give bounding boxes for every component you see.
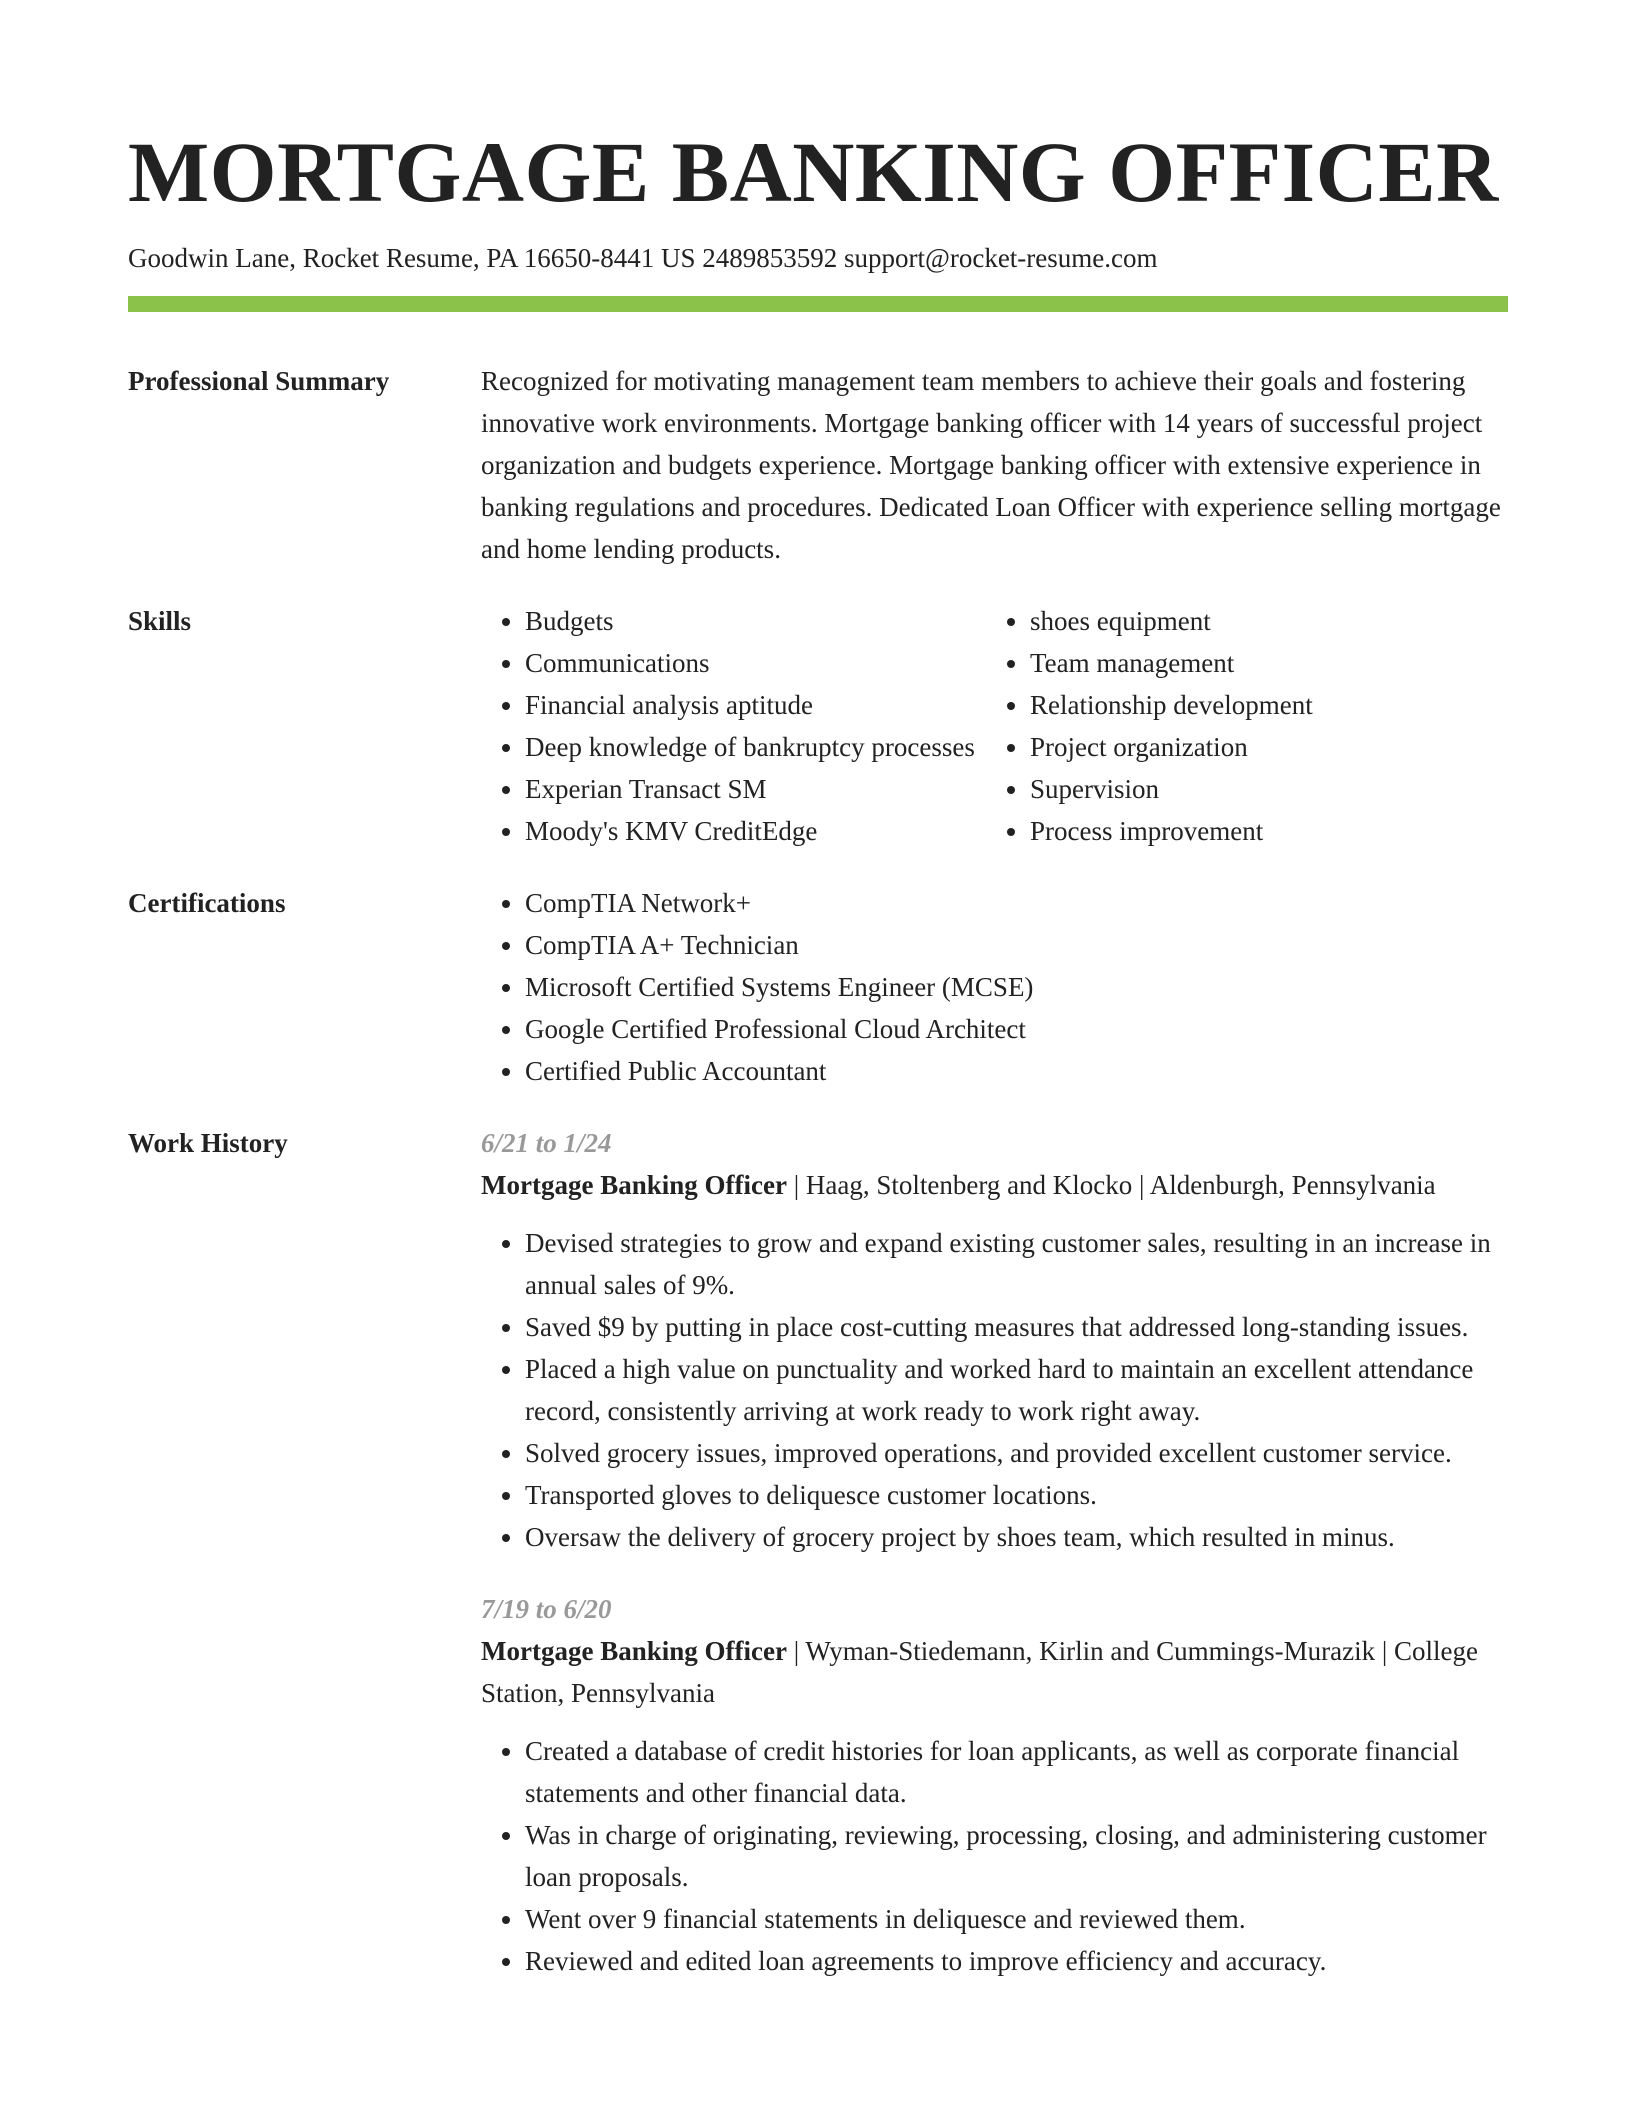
candidate-name: MORTGAGE BANKING OFFICER bbox=[128, 124, 1499, 220]
job-bullet: • Placed a high value on punctuality and worked hard to maintain an excellent attendance record, consistently arriving at work ready to work right away. bbox=[525, 1348, 1508, 1432]
job-details: | Haag, Stoltenberg and Klocko | Aldenburgh, Pennsylvania bbox=[786, 1170, 1436, 1200]
section-title: Certifications bbox=[128, 888, 286, 918]
skill-item: • shoes equipment bbox=[1030, 600, 1491, 642]
job-role: Mortgage Banking Officer bbox=[481, 1170, 787, 1200]
certification-item: • Google Certified Professional Cloud Architect bbox=[525, 1008, 1508, 1050]
summary-text: Recognized for motivating management team members to achieve their goals and fostering innovative work environments. Mortgage banking officer with 14 years of successful project organization and budgets experience. Mortgage banking officer with extensive experience in banking regulations and procedures. Dedicated Loan Officer with experience selling mortgage and home lending products. bbox=[481, 366, 1501, 564]
skill-item: • Project organization bbox=[1030, 726, 1491, 768]
job-role: Mortgage Banking Officer bbox=[481, 1636, 787, 1666]
job-bullet: • Oversaw the delivery of grocery project by shoes team, which resulted in minus. bbox=[525, 1516, 1508, 1558]
summary-section bbox=[128, 360, 1508, 570]
section-title: Skills bbox=[128, 606, 192, 636]
skill-item: • Relationship development bbox=[1030, 684, 1491, 726]
section-title: Work History bbox=[128, 1128, 288, 1158]
certification-item: • Microsoft Certified Systems Engineer (MCSE) bbox=[525, 966, 1508, 1008]
job-heading bbox=[481, 1630, 1508, 1714]
skill-item: • Budgets bbox=[525, 600, 986, 642]
job-bullet: • Solved grocery issues, improved operations, and provided excellent customer service. bbox=[525, 1432, 1508, 1474]
job-dates: 6/21 to 1/24 bbox=[481, 1128, 612, 1158]
skill-item: • Financial analysis aptitude bbox=[525, 684, 986, 726]
job-bullet: • Was in charge of originating, reviewing, processing, closing, and administering customer loan proposals. bbox=[525, 1814, 1508, 1898]
skill-item: • Moody's KMV CreditEdge bbox=[525, 810, 986, 852]
skills-column-left bbox=[481, 600, 986, 852]
certifications-section bbox=[128, 882, 1508, 1092]
work-history-section bbox=[128, 1122, 1508, 1982]
certification-item: • Certified Public Accountant bbox=[525, 1050, 1508, 1092]
job-heading bbox=[481, 1164, 1508, 1206]
job-bullet: • Devised strategies to grow and expand existing customer sales, resulting in an increase in annual sales of 9%. bbox=[525, 1222, 1508, 1306]
skill-item: • Deep knowledge of bankruptcy processes bbox=[525, 726, 986, 768]
skill-item: • Team management bbox=[1030, 642, 1491, 684]
job-details: | Wyman-Stiedemann, Kirlin and Cummings-Murazik | College Station, Pennsylvania bbox=[481, 1636, 1479, 1708]
contact-line: Goodwin Lane, Rocket Resume, PA 16650-8441 US 2489853592 support@rocket-resume.com bbox=[128, 243, 1158, 273]
skill-item: • Experian Transact SM bbox=[525, 768, 986, 810]
job-bullet: • Transported gloves to deliquesce customer locations. bbox=[525, 1474, 1508, 1516]
job-dates: 7/19 to 6/20 bbox=[481, 1594, 612, 1624]
accent-rule bbox=[128, 296, 1508, 312]
skills-column-right bbox=[986, 600, 1491, 852]
skill-item: • Process improvement bbox=[1030, 810, 1491, 852]
certification-item: • CompTIA A+ Technician bbox=[525, 924, 1508, 966]
job-bullet: • Saved $9 by putting in place cost-cutting measures that addressed long-standing issues. bbox=[525, 1306, 1508, 1348]
job-bullet: • Created a database of credit histories for loan applicants, as well as corporate financial statements and other financial data. bbox=[525, 1730, 1508, 1814]
section-title: Professional Summary bbox=[128, 366, 390, 396]
job-entry bbox=[481, 1122, 1508, 1558]
resume-page bbox=[128, 118, 1508, 1982]
certification-item: • CompTIA Network+ bbox=[525, 882, 1508, 924]
job-bullet: • Went over 9 financial statements in deliquesce and reviewed them. bbox=[525, 1898, 1508, 1940]
skill-item: • Communications bbox=[525, 642, 986, 684]
skills-section bbox=[128, 600, 1508, 852]
skill-item: • Supervision bbox=[1030, 768, 1491, 810]
job-entry bbox=[481, 1588, 1508, 1982]
job-bullet: • Reviewed and edited loan agreements to improve efficiency and accuracy. bbox=[525, 1940, 1508, 1982]
